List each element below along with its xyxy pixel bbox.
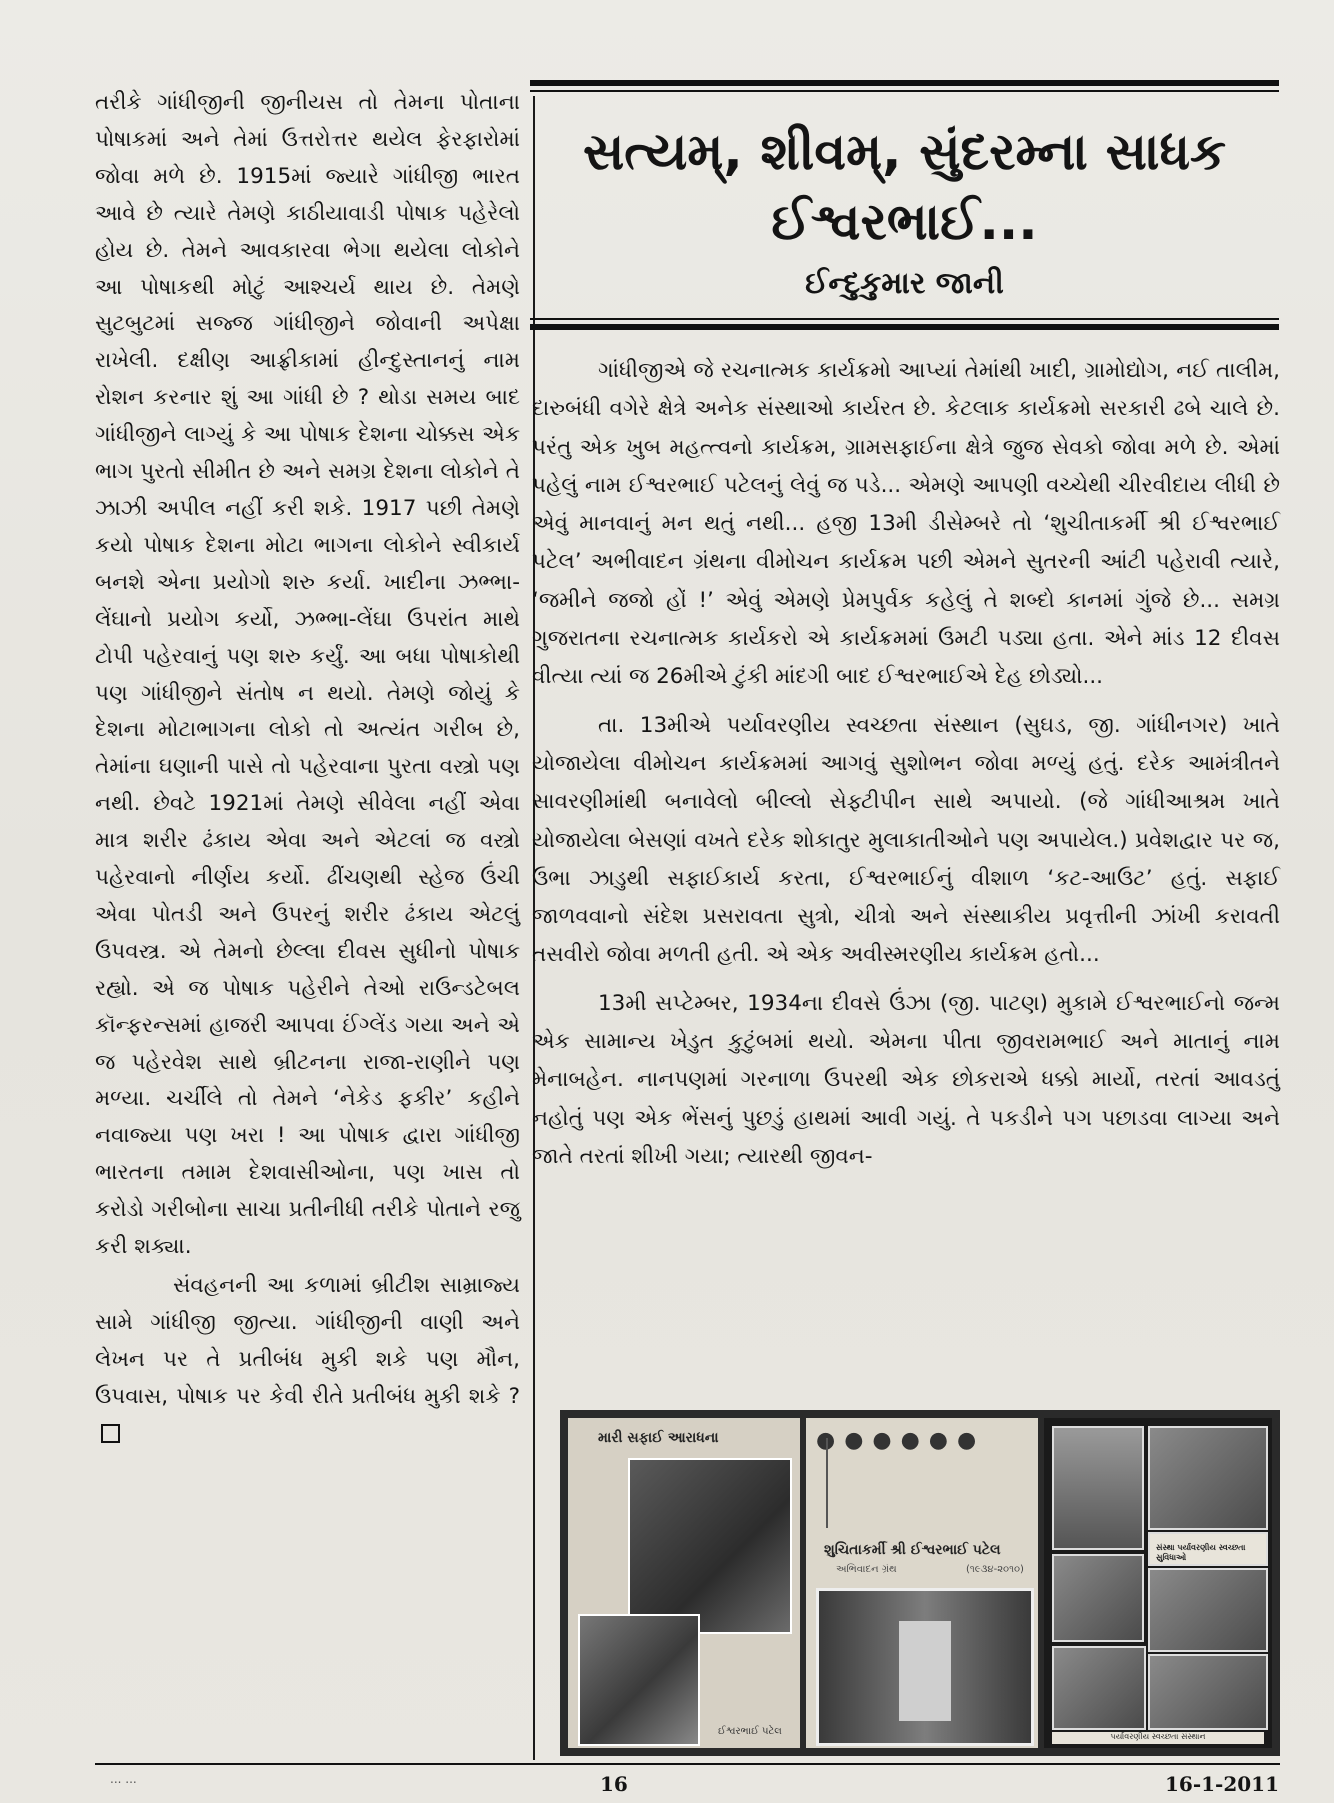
- event-photo-4: [1148, 1654, 1268, 1730]
- portrait-photo: [578, 1614, 700, 1746]
- photo-board-right: [1044, 1418, 1272, 1748]
- left-paragraph-1: તરીકે ગાંધીજીની જીનીયસ તો તેમના પોતાના પોષાકમાં અને તેમાં ઉત્તરોત્તર થયેલ ફેરફારોમાં જોવા મળે છે. 1915માં જ્યારે ગાંધીજી ભારત આવે છે ત્યારે તેમણે કાઠીયાવાડી પોષાક પહેરેલો હોય છે. તેમને આવકારવા ભેગા થયેલા લોકોને આ પોષાકથી મોટું આશ્ચર્ય થાય છે. તેમણે સુટબુટમાં સજ્જ ગાંધીજીને જોવાની અપેક્ષા રાખેલી. દક્ષીણ આફ્રીકામાં હીન્દુસ્તાનનું નામ રોશન કરનાર શું આ ગાંધી છે ? થોડા સમય બાદ ગાંધીજીને લાગ્યું કે આ પોષાક દેશના ચોક્કસ એક ભાગ પુરતો સીમીત છે અને સમગ્ર દેશના લોકોને તે ઝાઝી અપીલ નહીં કરી શકે. 1917 પછી તેમણે કયો પોષાક દેશના મોટા ભાગના લોકોને સ્વીકાર્ય બનશે એના પ્રયોગો શરુ કર્યા. ખાદીના ઝભ્ભા-લેંઘાનો પ્રયોગ કર્યો, ઝભ્ભા-લેંઘા ઉપરાંત માથે ટોપી પહેરવાનું પણ શરુ કર્યું. આ બધા પોષાકોથી પણ ગાંધીજીને સંતોષ ન થયો. તેમણે જોયું કે દેશના મોટાભાગના લોકો તો અત્યંત ગરીબ છે, તેમાંના ઘણાની પાસે તો પહેરવાના પુરતા વસ્ત્રો પણ નથી. છેવટે 1921માં તેમણે સીવેલા નહીં એવા માત્ર શરીર ઢંકાય એવા અને એટલાં જ વસ્ત્રો પહેરવાનો નીર્ણય કર્યો. ઢીંચણથી સ્હેજ ઉંચી એવા પોતડી અને ઉપરનું શરીર ઢંકાય એટલું ઉપવસ્ત્ર. એ તેમનો છેલ્લા દીવસ સુધીનો પોષાક રહ્યો. એ જ પોષાક પહેરીને તેઓ રાઉન્ડટેબલ કૉન્ફરન્સમાં હાજરી આપવા ઈંગ્લેંડ ગયા અને એ જ પહેરવેશ સાથે બ્રીટનના રાજા-રાણીને પણ મળ્યા. ચર્ચીલે તો તેમને ‘નેકેડ ફકીર’ કહીને નવાજ્યા પણ ખરા ! આ પોષાક દ્વારા ગાંધીજી ભારતના તમામ દેશવાસીઓના, પણ ખાસ તો કરોડો ગરીબોના સાચા પ્રતીનીધી તરીકે પોતાને રજુ કરી શક્યા.: [95, 90, 520, 1260]
- article-body: [532, 352, 1280, 1176]
- photo-collage: [560, 1410, 1280, 1756]
- event-photo-3: [1052, 1646, 1146, 1730]
- article-paragraph-1: ગાંધીજીએ જે રચનાત્મક કાર્યક્રમો આપ્યાં તેમાંથી ખાદી, ગ્રામોદ્યોગ, નઈ તાલીમ, દારુબંધી વગેરે ક્ષેત્રે અનેક સંસ્થાઓ કાર્યરત છે. કેટલાક કાર્યક્રમો સરકારી ઢબે ચાલે છે. પરંતુ એક ખુબ મહત્ત્વનો કાર્યક્રમ, ગ્રામસફાઈના ક્ષેત્રે જુજ સેવકો જોવા મળે છે. એમાં પહેલું નામ ઈશ્વરભાઈ પટેલનું લેવું જ પડે... એમણે આપણી વચ્ચેથી ચીરવીદાય લીધી છે એવું માનવાનું મન થતું નથી... હજી 13મી ડીસેમ્બરે તો ‘શુચીતાકર્મી શ્રી ઈશ્વરભાઈ પટેલ’ અભીવાદન ગ્રંથના વીમોચન કાર્યક્રમ પછી એમને સુતરની આંટી પહેરાવી ત્યારે, ‘જમીને જજો હોં !’ એવું એમણે પ્રેમપુર્વક કહેલું તે શબ્દો કાનમાં ગુંજે છે... સમગ્ર ગુજરાતના રચનાત્મક કાર્યકરો એ કાર્યક્રમમાં ઉમટી પડ્યા હતા. એને માંડ 12 દીવસ વીત્યા ત્યાં જ 26મીએ ટુંકી માંદગી બાદ ઈશ્વરભાઈએ દેહ છોડ્યો...: [532, 358, 1280, 690]
- event-photo-2: [1148, 1568, 1268, 1652]
- walking-figure-icon: [826, 1438, 858, 1528]
- book-cover-middle-dates: (૧૯૩૪-૨૦૧૦): [966, 1564, 1024, 1575]
- article-paragraph-2: તા. 13મીએ પર્યાવરણીય સ્વચ્છતા સંસ્થાન (સુઘડ, જી. ગાંધીનગર) ખાતે યોજાયેલા વીમોચન કાર્યક્રમમાં આગવું સુશોભન જોવા મળ્યું હતું. દરેક આમંત્રીતને સાવરણીમાંથી બનાવેલો બીલ્લો સેફ્ટીપીન સાથે અપાયો. (જે ગાંધીઆશ્રમ ખાતે યોજાયેલા બેસણાં વખતે દરેક શોકાતુર મુલાકાતીઓને પણ અપાયેલ.) પ્રવેશદ્વાર પર જ, ઉભા ઝાડુથી સફાઈકાર્ય કરતા, ઈશ્વરભાઈનું વીશાળ ‘કટ-આઉટ’ હતું. સફાઈ જાળવવાનો સંદેશ પ્રસરાવતા સુત્રો, ચીત્રો અને સંસ્થાકીય પ્રવૃત્તીની ઝાંખી કરાવતી તસવીરો જોવા મળતી હતી. એ એક અવીસ્મરણીય કાર્યક્રમ હતો...: [532, 712, 1280, 968]
- corridor-photo: [816, 1588, 1034, 1746]
- book-cover-left-footer: ઈશ્વરભાઈ પટેલ: [718, 1726, 782, 1737]
- book-cover-middle-title: શુચિતાકર્મી શ્રી ઈશ્વરભાઈ પટેલ: [824, 1542, 1001, 1558]
- footer-rule: [95, 1763, 1280, 1765]
- portrait-faces-icon: ● ● ● ● ● ●: [816, 1428, 978, 1453]
- sanitation-poster-photo: [1052, 1426, 1144, 1550]
- headline-bottom-rule: [530, 324, 1279, 330]
- left-paragraph-2-text: સંવહનની આ કળામાં બ્રીટીશ સામ્રાજ્ય સામે ગાંધીજી જીત્યા. ગાંધીજીની વાણી અને લેખન પર તે પ્રતીબંધ મુકી શકે પણ મૌન, ઉપવાસ, પોષાક પર કેવી રીતે પ્રતીબંધ મુકી શકે ?: [95, 1273, 520, 1409]
- headline-line-2: ઈશ્વરભાઈ...: [771, 193, 1038, 252]
- board-footer: પર્યાવરણીય સ્વચ્છતા સંસ્થાન: [1052, 1732, 1264, 1744]
- board-caption: સંસ્થા પર્યાવરણીય સ્વચ્છતા સુવિધાઓ: [1156, 1543, 1246, 1562]
- book-cover-left: [568, 1418, 800, 1748]
- issue-date: 16-1-2011: [1164, 1772, 1279, 1796]
- event-photo-1: [1052, 1554, 1144, 1642]
- headline-bottom-thin-rule: [530, 318, 1279, 320]
- book-cover-middle: [806, 1418, 1038, 1748]
- page-number: 16: [600, 1772, 628, 1796]
- book-cover-left-title: મારી સફાઈ આરાધના: [598, 1430, 719, 1446]
- end-mark-icon: [101, 1424, 120, 1443]
- article-paragraph-3: 13મી સપ્ટેમ્બર, 1934ના દીવસે ઉંઝા (જી. પાટણ) મુકામે ઈશ્વરભાઈનો જન્મ એક સામાન્ય ખેડુત કુટુંબમાં થયો. એમના પીતા જીવરામભાઈ અને માતાનું નામ મેનાબહેન. નાનપણમાં ગરનાળા ઉપરથી એક છોકરાએ ધક્કો માર્યો, તરતાં આવડતું નહોતું પણ એક ભેંસનું પુછડું હાથમાં આવી ગયું. તે પકડીને પગ પછાડવા લાગ્યા અને જાતે તરતાં શીખી ગયા; ત્યારથી જીવન-: [532, 990, 1280, 1169]
- headline-top-rule: [530, 80, 1279, 86]
- corridor-doorway: [899, 1621, 951, 1721]
- headline-line-1: સત્યમ્, શીવમ્, સુંદરમ્ના સાધક: [582, 123, 1227, 182]
- board-caption-strip: [1148, 1532, 1268, 1566]
- left-column: [95, 85, 520, 1453]
- group-photo: [1148, 1426, 1268, 1530]
- book-cover-middle-subtitle: અભિવાદન ગ્રંથ: [836, 1564, 897, 1575]
- left-paragraph-2: [95, 1268, 520, 1453]
- sweeping-photo: [628, 1458, 792, 1634]
- headline-top-thin-rule: [530, 90, 1279, 92]
- footer-left-mark: ... ...: [110, 1772, 137, 1786]
- author-byline: ઈન્દુકુમાર જાની: [805, 266, 1004, 301]
